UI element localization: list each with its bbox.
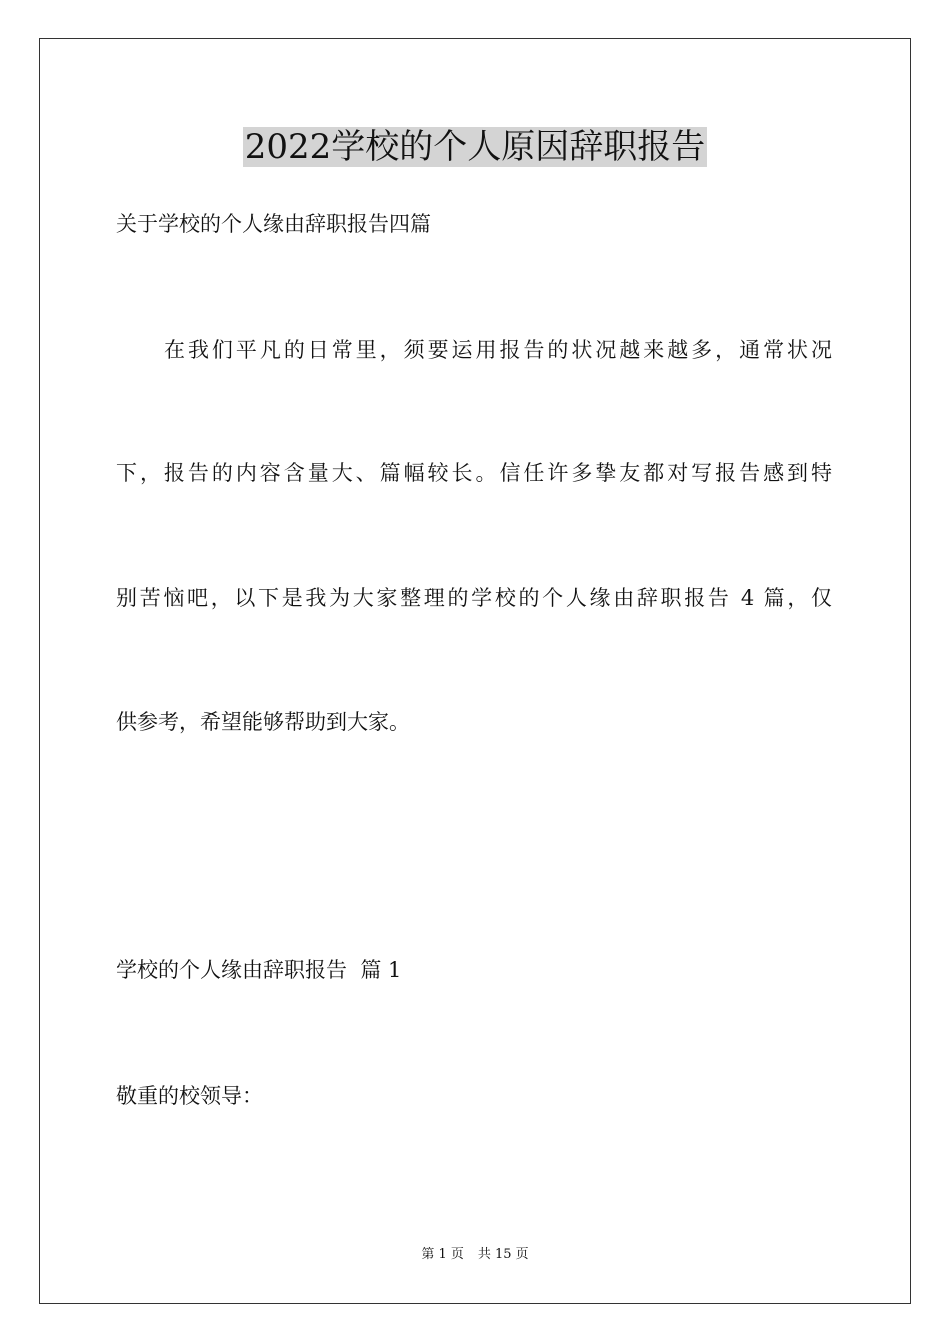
document-title-text: 2022学校的个人原因辞职报告	[244, 127, 706, 167]
salutation: 敬重的校领导：	[116, 1084, 263, 1108]
document-subtitle: 关于学校的个人缘由辞职报告四篇	[116, 212, 431, 236]
intro-line-4: 供参考，希望能够帮助到大家。	[116, 710, 410, 734]
document-title	[0, 126, 950, 168]
intro-line-1: 在我们平凡的日常里，须要运用报告的状况越来越多，通常状况	[164, 338, 832, 362]
page-footer	[0, 1246, 950, 1264]
page-number: 第 1 页	[421, 1247, 464, 1262]
page-total: 共 15 页	[477, 1247, 529, 1262]
intro-line-3: 别苦恼吧，以下是我为大家整理的学校的个人缘由辞职报告 4 篇，仅	[116, 586, 832, 610]
section-heading: 学校的个人缘由辞职报告 篇 1	[116, 958, 402, 982]
intro-line-2: 下，报告的内容含量大、篇幅较长。信任许多挚友都对写报告感到特	[116, 461, 832, 485]
